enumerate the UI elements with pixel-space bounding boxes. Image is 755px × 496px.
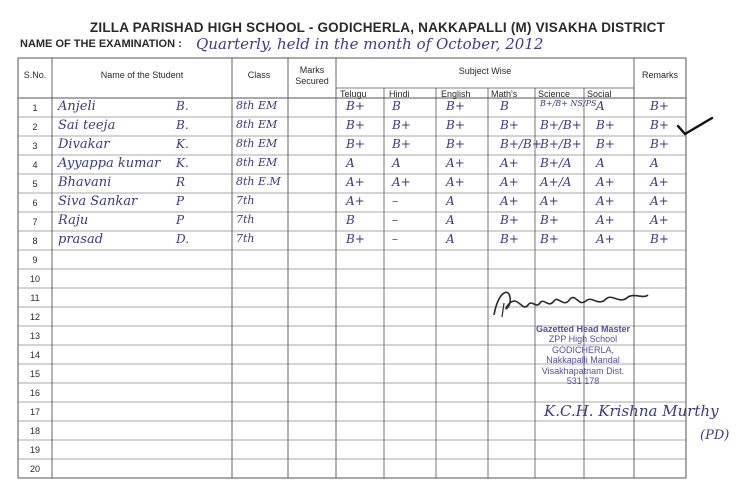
row-sno: 10 (29, 274, 40, 284)
grade-cell: A+ (346, 175, 365, 189)
grade-cell: B (500, 99, 509, 113)
grade-cell: B+ (446, 99, 465, 113)
subject-social: Social (587, 89, 612, 99)
grade-cell: A+ (596, 232, 615, 246)
stamp-line: GODICHERLA, (551, 344, 614, 355)
grade-cell: A+ (500, 194, 519, 208)
second-signature-suffix: (PD) (700, 428, 730, 443)
row-sno: 6 (32, 198, 38, 208)
grade-cell: B+ (596, 118, 615, 132)
grade-cell: B+ (500, 118, 519, 132)
student-class: 8th EM (236, 99, 278, 112)
row-sno: 12 (29, 312, 40, 322)
grade-cell: A (446, 232, 455, 246)
exam-label: NAME OF THE EXAMINATION : (20, 38, 182, 50)
remark-cell: A+ (650, 194, 669, 208)
student-name: Sai teeja (58, 118, 116, 133)
grade-cell: A (392, 156, 401, 170)
grade-cell: B+ (540, 232, 559, 246)
student-class: 8th EM (236, 118, 278, 131)
grade-cell: B+ (596, 137, 615, 151)
grade-cell: A+ (500, 156, 519, 170)
grade-cell: B+ (446, 118, 465, 132)
row-sno: 16 (29, 388, 40, 398)
row-sno: 19 (29, 445, 40, 455)
row-sno: 9 (32, 255, 38, 265)
header-sno: S.No. (23, 70, 47, 80)
subject-maths: Math's (491, 89, 518, 99)
stamp-line: Visakhapatnam Dist. (541, 365, 625, 376)
remark-cell: A+ (650, 213, 669, 227)
row-sno: 17 (29, 407, 40, 417)
student-name: prasad (58, 232, 104, 247)
remark-cell: A (650, 156, 659, 170)
grade-cell: A+ (596, 175, 615, 189)
student-initial: K. (176, 137, 189, 151)
grade-cell: A (596, 99, 605, 113)
check-mark-icon (676, 114, 716, 138)
row-sno: 1 (32, 103, 38, 113)
student-name: Bhavani (58, 175, 112, 190)
student-name: Raju (58, 213, 89, 228)
row-sno: 14 (29, 350, 40, 360)
school-title: ZILLA PARISHAD HIGH SCHOOL - GODICHERLA, NAKKAPALLI (M) VISAKHA DISTRICT (89, 20, 666, 35)
row-sno: 5 (32, 179, 38, 189)
header-class: Class (247, 70, 271, 80)
student-class: 7th (236, 213, 255, 226)
subject-english: English (441, 89, 471, 99)
grade-cell: B+ (500, 232, 519, 246)
subject-science: Science (538, 89, 571, 99)
grade-cell: A (446, 213, 455, 227)
stamp-line: Nakkapalli Mandal (546, 355, 620, 366)
grade-cell: A+ (540, 194, 559, 208)
student-class: 7th (236, 232, 255, 245)
exam-value: Quarterly, held in the month of October, 2012 (196, 35, 544, 53)
stamp-line: 531 178 (566, 376, 600, 387)
stamp-line: ZPP High School (548, 334, 618, 345)
grade-cell: B+/B+ (500, 137, 542, 151)
grade-cell: B+/B+ NS/PS (540, 99, 597, 108)
grade-cell: B+ (346, 232, 365, 246)
student-initial: R (176, 175, 186, 189)
row-sno: 8 (32, 236, 38, 246)
header-marks: Marks Secured (295, 65, 329, 86)
header-subject-wise: Subject Wise (458, 66, 512, 76)
grade-cell: – (392, 213, 398, 227)
student-initial: P (176, 194, 185, 208)
student-name: Ayyappa kumar (58, 156, 161, 171)
grade-cell: B+/B+ (540, 118, 582, 132)
grade-cell: B+ (346, 99, 365, 113)
grade-cell: B (392, 99, 401, 113)
remark-cell: B+ (650, 137, 669, 151)
grade-cell: A (596, 156, 605, 170)
grade-cell: – (392, 232, 398, 246)
second-signature: K.C.H. Krishna Murthy (544, 402, 719, 420)
grade-cell: A+ (500, 175, 519, 189)
head-master-signature (488, 283, 660, 323)
grade-cell: B+ (446, 137, 465, 151)
grade-cell: B+ (540, 213, 559, 227)
row-sno: 7 (32, 217, 38, 227)
student-class: 8th EM (236, 137, 278, 150)
grade-cell: A+ (446, 156, 465, 170)
grade-cell: A+ (446, 175, 465, 189)
grade-cell: A (346, 156, 355, 170)
student-class: 7th (236, 194, 255, 207)
grade-cell: – (392, 194, 398, 208)
school-stamp (508, 324, 658, 386)
student-class: 8th EM (236, 156, 278, 169)
grade-cell: B+/A (540, 156, 572, 170)
row-sno: 13 (29, 331, 40, 341)
student-initial: B. (176, 118, 189, 132)
row-sno: 15 (29, 369, 40, 379)
student-initial: K. (176, 156, 189, 170)
student-initial: D. (176, 232, 190, 246)
grade-cell: A+ (392, 175, 411, 189)
grade-cell: A+ (346, 194, 365, 208)
row-sno: 11 (30, 293, 40, 303)
grade-cell: B+ (392, 137, 411, 151)
student-name: Anjeli (58, 99, 96, 114)
grade-cell: A+ (596, 213, 615, 227)
student-name: Siva Sankar (58, 194, 138, 209)
header-remarks: Remarks (641, 70, 678, 80)
grade-cell: B (346, 213, 355, 227)
grade-cell: B+ (500, 213, 519, 227)
header-name: Name of the Student (100, 70, 184, 80)
grade-cell: B+ (392, 118, 411, 132)
student-name: Divakar (58, 137, 110, 152)
row-sno: 2 (32, 122, 38, 132)
grade-cell: B+/B+ (540, 137, 582, 151)
student-class: 8th E.M (236, 175, 281, 188)
grade-cell: A+ (596, 194, 615, 208)
grade-cell: B+ (346, 118, 365, 132)
row-sno: 4 (32, 160, 38, 170)
student-initial: B. (176, 99, 189, 113)
stamp-line: Gazetted Head Master (535, 324, 631, 334)
grade-cell: B+ (346, 137, 365, 151)
remark-cell: A+ (650, 175, 669, 189)
row-sno: 20 (29, 464, 40, 474)
row-sno: 18 (29, 426, 40, 436)
grade-cell: A+/A (540, 175, 572, 189)
row-sno: 3 (32, 141, 38, 151)
subject-telugu: Telugu (340, 89, 367, 99)
remark-cell: B+ (650, 232, 669, 246)
remark-cell: B+ (650, 118, 669, 132)
grade-cell: A (446, 194, 455, 208)
student-initial: P (176, 213, 185, 227)
subject-hindi: Hindi (389, 89, 410, 99)
remark-cell: B+ (650, 99, 669, 113)
